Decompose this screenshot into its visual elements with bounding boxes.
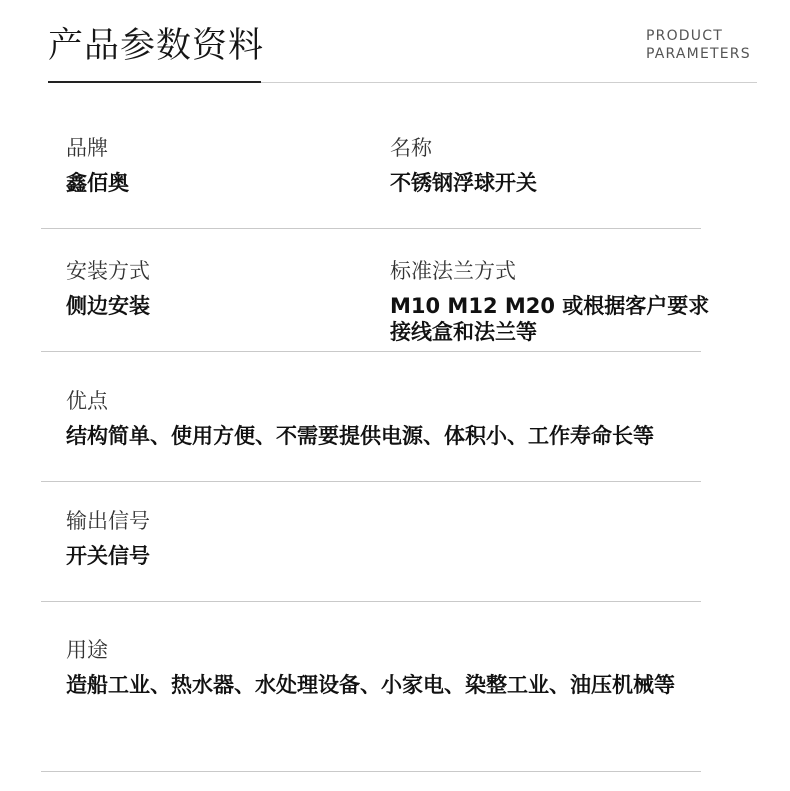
subtitle-line-2: PARAMETERS [646, 46, 751, 62]
row-divider-3 [41, 481, 701, 482]
output-label: 输出信号 [66, 509, 150, 533]
name-value: 不锈钢浮球开关 [390, 171, 537, 195]
row-divider-4 [41, 601, 701, 602]
subtitle-line-1: PRODUCT [646, 28, 723, 44]
flange-label: 标准法兰方式 [390, 259, 516, 283]
row-divider-5 [41, 771, 701, 772]
advantages-value: 结构简单、使用方便、不需要提供电源、体积小、工作寿命长等 [66, 424, 654, 448]
name-label: 名称 [390, 136, 432, 160]
brand-value: 鑫佰奥 [66, 171, 129, 195]
output-value: 开关信号 [66, 544, 150, 568]
row-divider-2 [41, 351, 701, 352]
advantages-label: 优点 [66, 389, 108, 413]
usage-label: 用途 [66, 638, 108, 662]
brand-label: 品牌 [66, 136, 108, 160]
flange-value-line-2: 接线盒和法兰等 [390, 320, 537, 344]
header-divider [261, 82, 757, 83]
install-value: 侧边安装 [66, 294, 150, 318]
row-divider-1 [41, 228, 701, 229]
page-title: 产品参数资料 [48, 26, 265, 66]
usage-value: 造船工业、热水器、水处理设备、小家电、染整工业、油压机械等 [66, 673, 675, 697]
install-label: 安装方式 [66, 259, 150, 283]
flange-value-line-1: M10 M12 M20 或根据客户要求 [390, 294, 710, 318]
page-subtitle [646, 27, 751, 63]
title-underline [48, 81, 261, 83]
